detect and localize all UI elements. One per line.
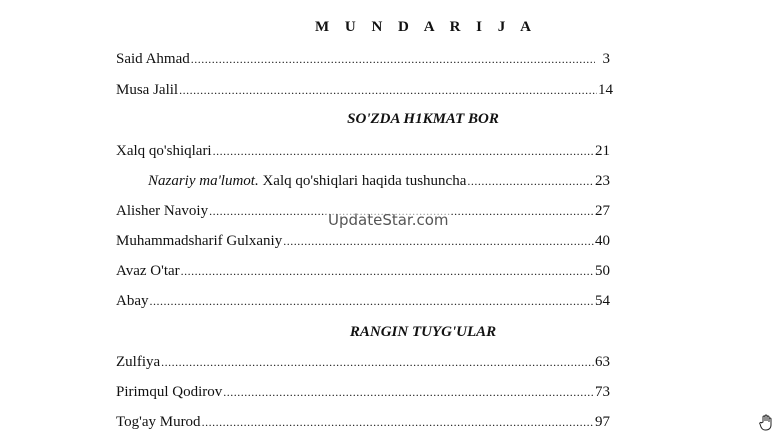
- leader-dots: [179, 83, 597, 98]
- entry-label: Musa Jalil: [116, 82, 179, 98]
- leader-dots: [467, 174, 594, 189]
- entry-label: Pirimqul Qodirov: [116, 384, 223, 400]
- entry-label: Muhammadsharif Gulxaniy: [116, 233, 283, 249]
- leader-dots: [150, 294, 595, 309]
- toc-entry[interactable]: [116, 263, 610, 285]
- entry-page: 54: [595, 293, 610, 309]
- entry-label: Said Ahmad: [116, 51, 190, 67]
- entry-label: Xalq qo'shiqlari: [116, 143, 212, 159]
- entry-page: 3: [602, 51, 610, 67]
- leader-dots: [161, 355, 594, 370]
- entry-page: 50: [595, 263, 610, 279]
- entry-label: [148, 173, 466, 190]
- leader-dots: [223, 385, 594, 400]
- watermark: UpdateStar.com: [328, 211, 449, 229]
- hand-cursor-icon[interactable]: [758, 414, 774, 432]
- toc-entry[interactable]: [116, 233, 610, 255]
- entry-page: 97: [595, 414, 610, 430]
- toc-entry[interactable]: [116, 143, 610, 165]
- toc-entry[interactable]: [148, 173, 610, 195]
- toc-entry[interactable]: [116, 293, 610, 315]
- entry-page: 40: [595, 233, 610, 249]
- entry-label-italic: Nazariy ma'lumot.: [148, 173, 259, 189]
- toc-entry[interactable]: [116, 384, 610, 406]
- toc-entry[interactable]: [116, 82, 613, 104]
- section-heading: SO'ZDA H1KMAT BOR: [347, 111, 499, 127]
- entry-page: 21: [595, 143, 610, 159]
- leader-dots: [213, 144, 594, 159]
- entry-label-text: Xalq qo'shiqlari haqida tushuncha: [258, 173, 467, 189]
- entry-page: 14: [598, 82, 613, 98]
- leader-dots: [202, 415, 594, 430]
- entry-page: 63: [595, 354, 610, 370]
- entry-page: 27: [595, 203, 610, 219]
- entry-label: Alisher Navoiy: [116, 203, 209, 219]
- entry-page: 73: [595, 384, 610, 400]
- section-heading: RANGIN TUYG'ULAR: [349, 324, 497, 340]
- entry-label: Tog'ay Murod: [116, 414, 201, 430]
- entry-label: Avaz O'tar: [116, 263, 180, 279]
- entry-label: Zulfiya: [116, 354, 161, 370]
- entry-label: Abay: [116, 293, 149, 309]
- leader-dots: [191, 52, 595, 67]
- toc-entry[interactable]: [116, 51, 610, 73]
- leader-dots: [181, 264, 594, 279]
- toc-entry[interactable]: [116, 354, 610, 376]
- page-title: M U N D A R I J A: [314, 19, 537, 35]
- leader-dots: [283, 234, 594, 249]
- entry-page: 23: [595, 173, 610, 189]
- toc-entry[interactable]: [116, 414, 610, 436]
